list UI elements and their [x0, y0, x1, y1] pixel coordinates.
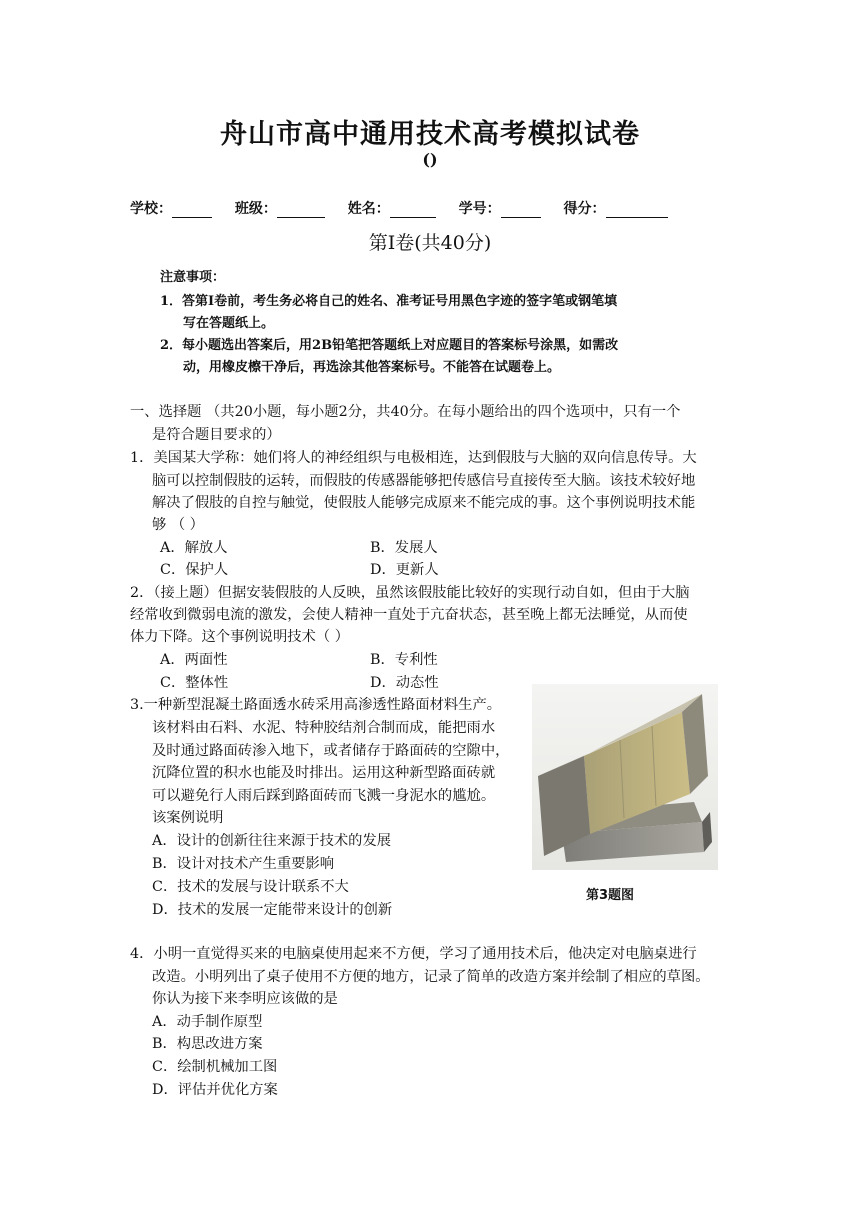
q4-option-a[interactable]: A．动手制作原型	[152, 1014, 263, 1030]
q4-option-c[interactable]: C．绘制机械加工图	[152, 1059, 278, 1075]
section-heading: 一、选择题 （共20小题，每小题2分，共40分。在每小题给出的四个选项中，只有一个	[130, 404, 681, 420]
q3-text: 可以避免行人雨后踩到路面砖而飞溅一身泥水的尴尬。	[152, 788, 496, 804]
q1-text: 1．美国某大学称：她们将人的神经组织与电极相连，达到假肢与大脑的双向信息传导。大	[130, 450, 697, 466]
notes-line: 写在答题纸上。	[183, 316, 275, 331]
q3-text: 及时通过路面砖渗入地下，或者储存于路面砖的空隙中，	[152, 743, 510, 759]
q1-option-b[interactable]: B．发展人	[370, 540, 438, 556]
q4-option-b[interactable]: B．构思改进方案	[152, 1036, 263, 1052]
exam-title: 舟山市高中通用技术高考模拟试卷	[220, 119, 640, 150]
q3-text: 沉降位置的积水也能及时排出。运用这种新型路面砖就	[152, 765, 496, 781]
notes-heading: 注意事项：	[160, 270, 226, 285]
exam-subtitle: ()	[422, 150, 438, 169]
score-label: 得分：	[563, 201, 606, 217]
q1-option-a[interactable]: A．解放人	[160, 540, 228, 556]
q3-option-b[interactable]: B．设计对技术产生重要影响	[152, 856, 335, 872]
score-blank[interactable]	[606, 203, 668, 218]
name-label: 姓名：	[347, 201, 390, 217]
notes-line: 1．答第Ⅰ卷前，考生务必将自己的姓名、准考证号用黑色字迹的签字笔或钢笔填	[160, 294, 618, 309]
q4-option-d[interactable]: D．评估并优化方案	[152, 1082, 278, 1098]
q2-text: 体力下降。这个事例说明技术（ ）	[130, 629, 349, 645]
q2-option-a[interactable]: A．两面性	[160, 652, 228, 668]
q2-option-b[interactable]: B．专利性	[370, 652, 438, 668]
paving-brick-image	[532, 684, 718, 870]
q1-text: 解决了假肢的自控与触觉，使假肢人能够完成原来不能完成的事。这个事例说明技术能	[152, 495, 696, 511]
notes-line: 动，用橡皮檫干净后，再选涂其他答案标号。不能答在试题卷上。	[183, 360, 561, 375]
name-blank[interactable]	[390, 203, 436, 218]
school-blank[interactable]	[172, 203, 212, 218]
q1-option-d[interactable]: D．更新人	[370, 562, 439, 578]
figure-caption: 第3题图	[586, 888, 635, 903]
school-label: 学校：	[130, 201, 172, 217]
q3-option-c[interactable]: C．技术的发展与设计联系不大	[152, 879, 349, 895]
notes-line: 2．每小题选出答案后，用2B铅笔把答题纸上对应题目的答案标号涂黑，如需改	[160, 338, 619, 353]
q3-option-a[interactable]: A．设计的创新往往来源于技术的发展	[152, 833, 392, 849]
q2-text: 2．（接上题）但据安装假肢的人反映，虽然该假肢能比较好的实现行动自如，但由于大脑	[130, 585, 690, 601]
class-blank[interactable]	[277, 203, 325, 218]
section-heading-cont: 是符合题目要求的）	[152, 427, 281, 443]
student-number-label: 学号：	[458, 201, 501, 217]
q2-option-c[interactable]: C．整体性	[160, 675, 229, 691]
q3-option-d[interactable]: D．技术的发展一定能带来设计的创新	[152, 902, 393, 918]
q3-text: 3.一种新型混凝土路面透水砖采用高渗透性路面材料生产。	[130, 697, 502, 713]
q1-option-c[interactable]: C．保护人	[160, 562, 229, 578]
part-title: 第Ⅰ卷(共40分)	[368, 232, 492, 254]
q2-text: 经常收到微弱电流的激发，会使人精神一直处于亢奋状态，甚至晚上都无法睡觉，从而使	[130, 607, 688, 623]
q4-text: 改造。小明列出了桌子使用不方便的地方，记录了简单的改造方案并绘制了相应的草图。	[152, 969, 710, 985]
q4-text: 你认为接下来李明应该做的是	[152, 991, 338, 1007]
class-label: 班级：	[234, 201, 277, 217]
student-number-blank[interactable]	[501, 203, 541, 218]
q4-text: 4．小明一直觉得买来的电脑桌使用起来不方便，学习了通用技术后，他决定对电脑桌进行	[130, 946, 697, 962]
q1-text: 够 （ ）	[152, 517, 204, 533]
q1-text: 脑可以控制假肢的运转，而假肢的传感器能够把传感信号直接传至大脑。该技术较好地	[152, 473, 696, 489]
q3-text: 该材料由石料、水泥、特种胶结剂合制而成，能把雨水	[152, 720, 496, 736]
q2-option-d[interactable]: D．动态性	[370, 675, 439, 691]
q3-text: 该案例说明	[152, 810, 224, 826]
student-info-row	[130, 198, 668, 218]
